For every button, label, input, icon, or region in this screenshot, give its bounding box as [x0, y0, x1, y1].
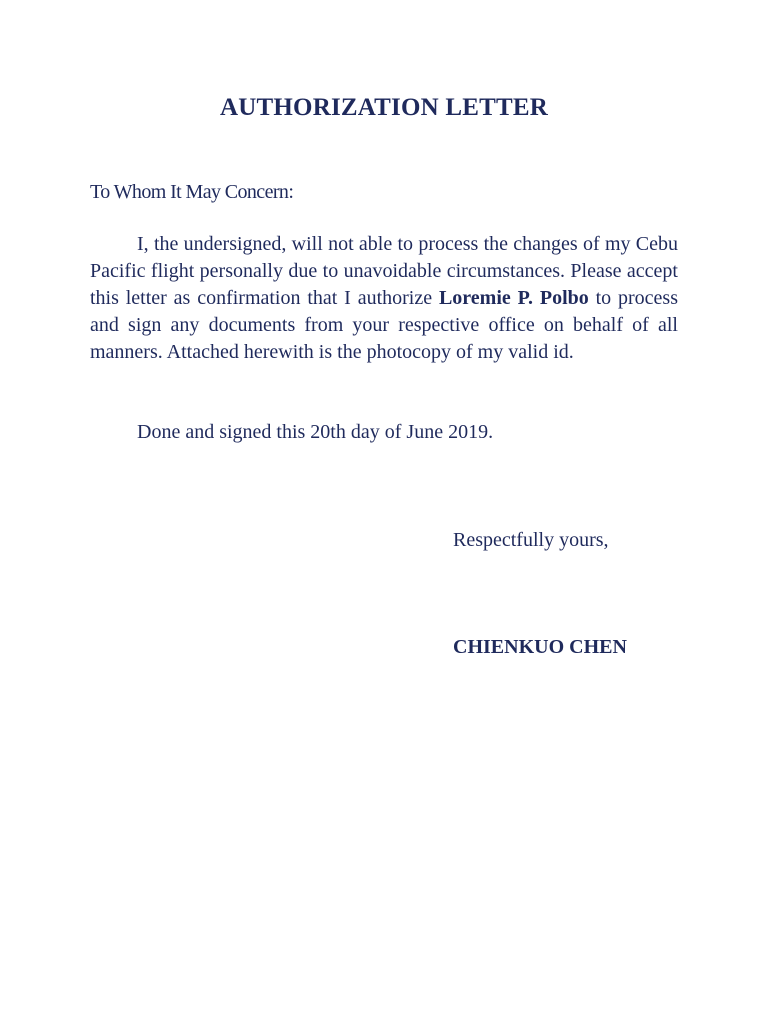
- body-paragraph: [90, 231, 678, 366]
- closing: Respectfully yours,: [453, 529, 609, 551]
- salutation: To Whom It May Concern:: [90, 181, 294, 203]
- authorized-person-name: Loremie P. Polbo: [438, 287, 589, 309]
- done-signed-line: Done and signed this 20th day of June 2019.: [137, 421, 494, 443]
- body-intro: I, the undersigned, will not able to process the changes of my Cebu Pacific flight personally due to unavoidable circumstances. Please accept this letter as confirmation that I authorize: [90, 233, 678, 309]
- signer-name: CHIENKUO CHEN: [453, 636, 627, 658]
- letter-title: AUTHORIZATION LETTER: [220, 94, 548, 121]
- body-rest: to process and sign any documents from your respective office on behalf of all manners. Attached herewith is the photocopy of my valid id.: [90, 287, 679, 363]
